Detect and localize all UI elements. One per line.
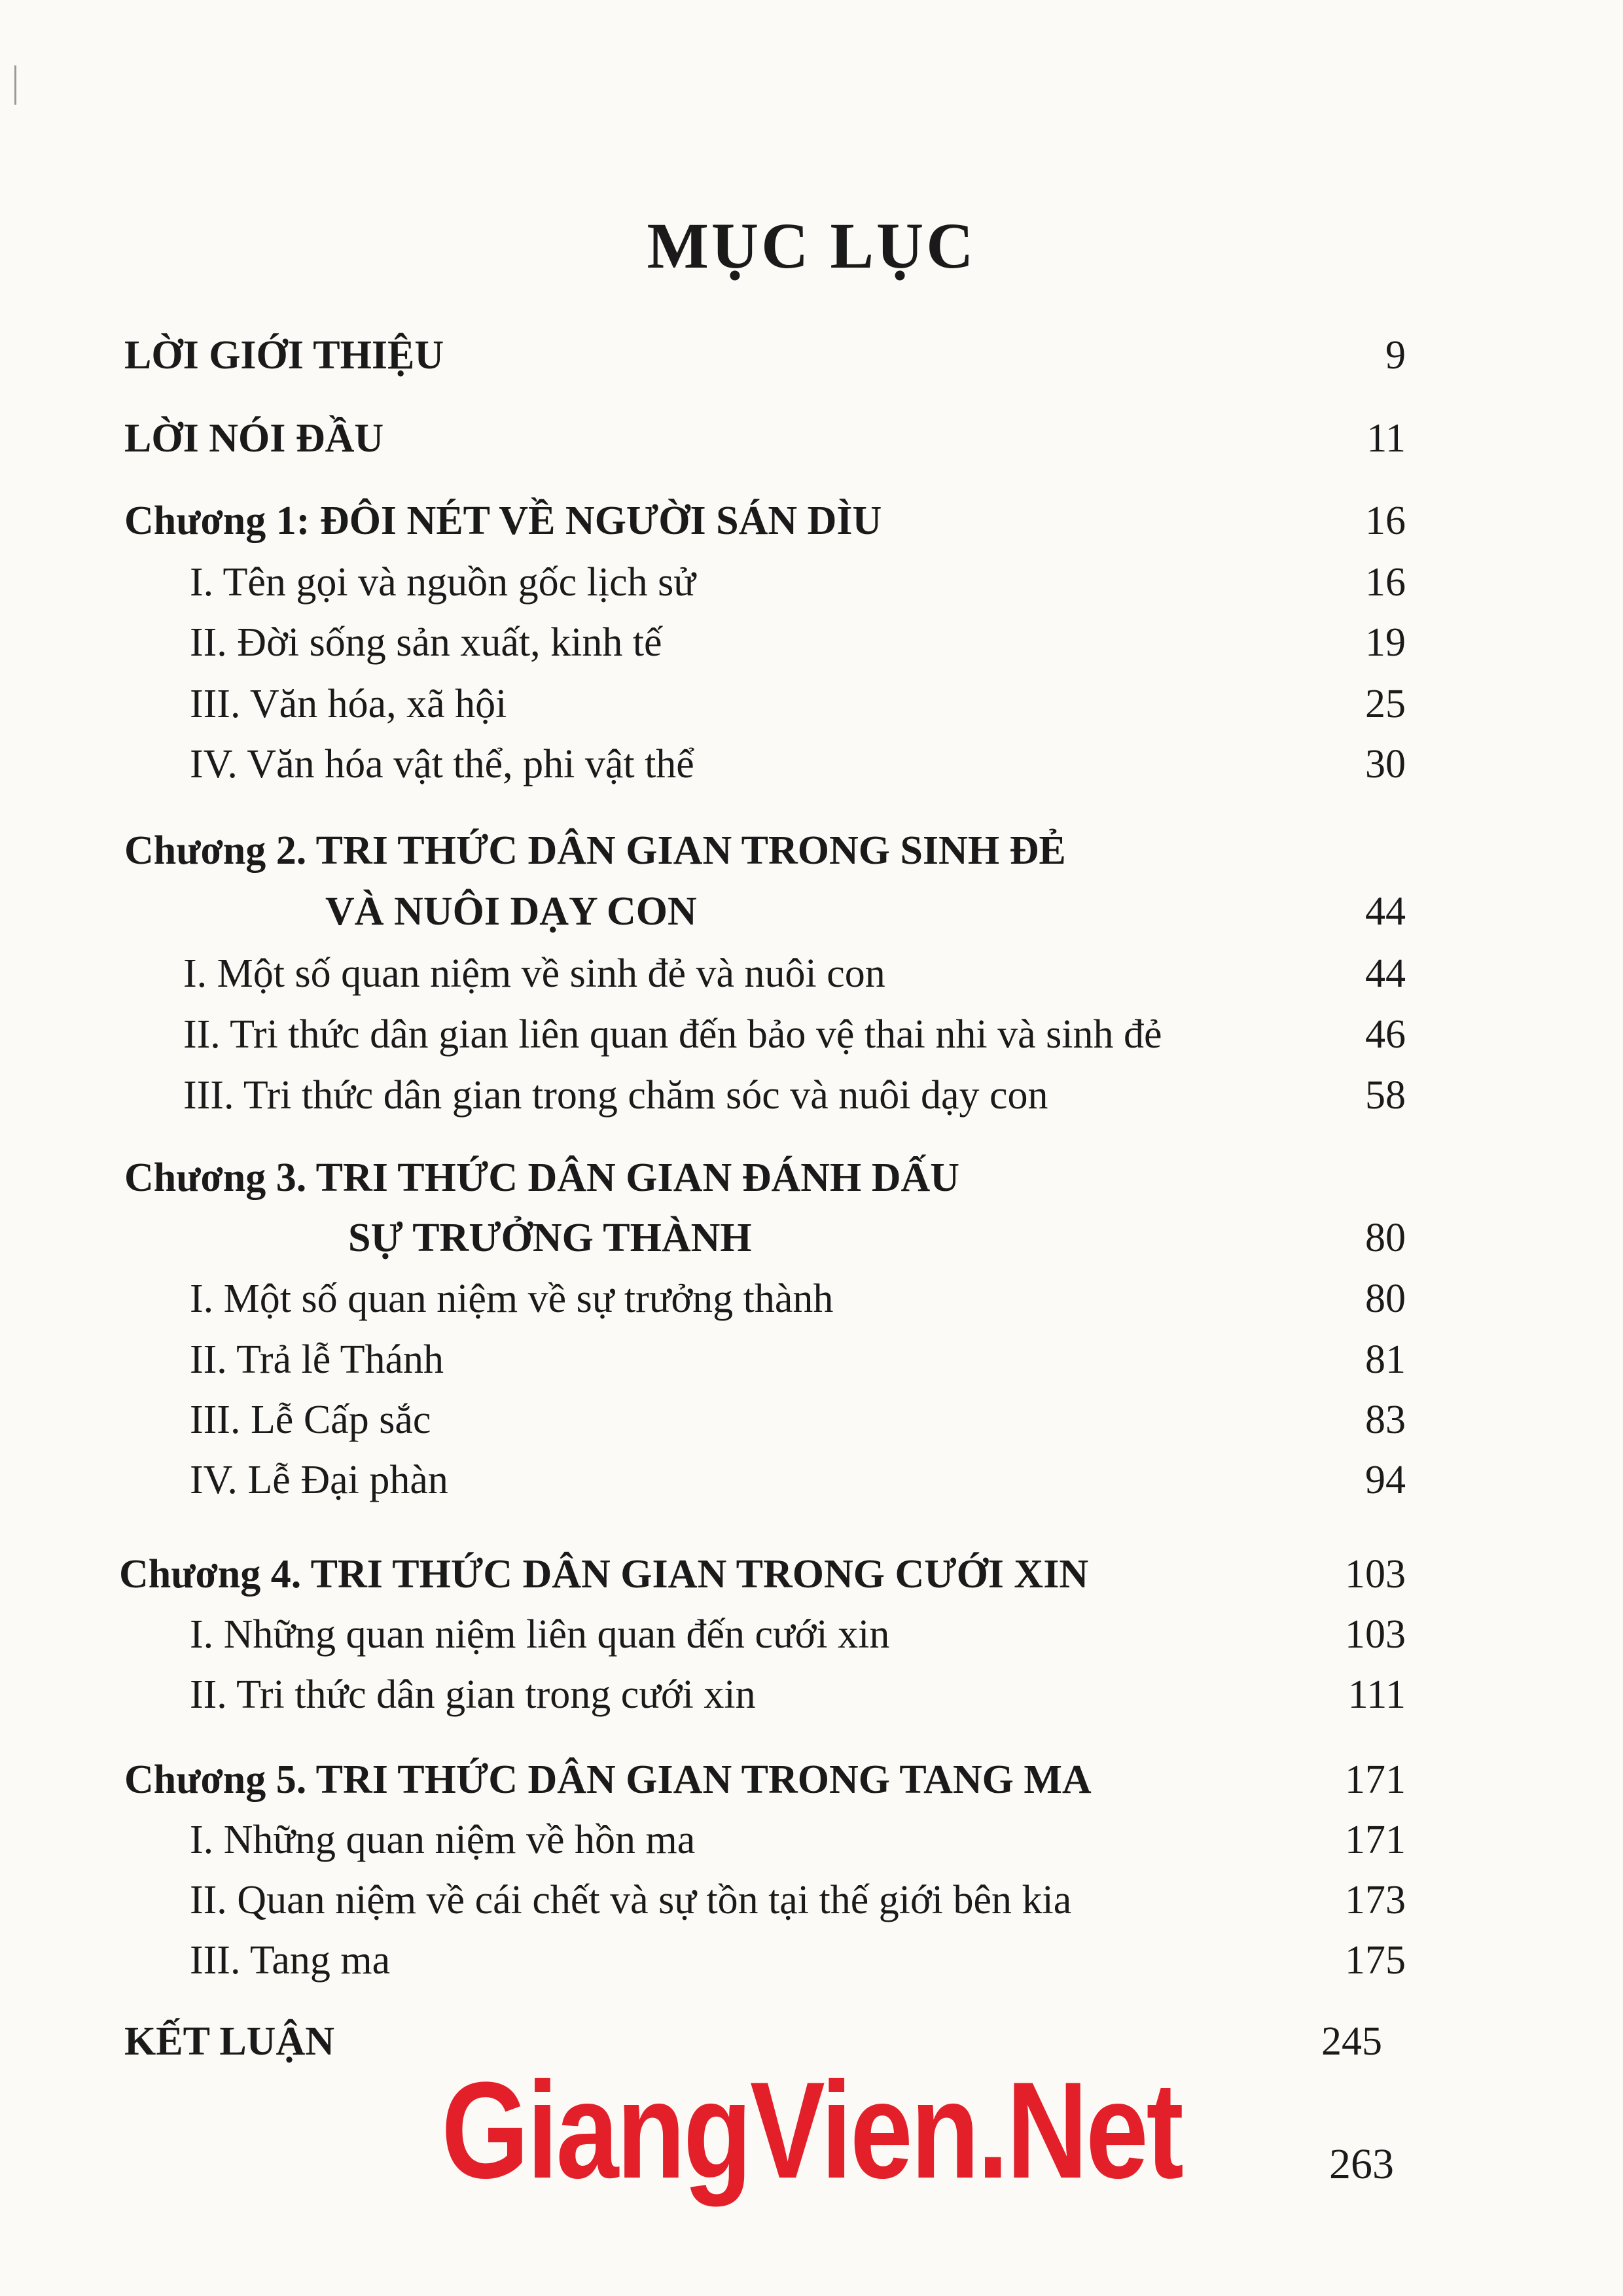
toc-section [0,1809,1623,1871]
toc-entry-label: LỜI NÓI ĐẦU [124,416,384,461]
toc-section [0,1003,1623,1066]
toc-entry-label: II. Đời sống sản xuất, kinh tế [190,620,662,665]
toc-entry-page: 46 [1365,1012,1406,1057]
toc-entry-gioi-thieu [0,324,1623,387]
toc-entry-page: 81 [1365,1337,1406,1382]
toc-section [0,1388,1623,1451]
toc-entry-label: Chương 2. TRI THỨC DÂN GIAN TRONG SINH ĐẺ [124,828,1066,873]
toc-entry-label: I. Những quan niệm về hồn ma [190,1818,696,1862]
toc-section [0,1064,1623,1127]
toc-chapter-5 [0,1748,1623,1811]
toc-entry-page: 103 [1345,1552,1406,1597]
toc-entry-label: LỜI GIỚI THIỆU [124,333,444,378]
toc-chapter-3 [0,1146,1623,1209]
toc-entry-page: 245 [1321,2019,1382,2064]
toc-entry-page: 171 [1345,1757,1406,1802]
toc-entry-page: 19 [1365,620,1406,665]
toc-entry-page: 175 [1345,1938,1406,1983]
toc-section [0,1449,1623,1511]
toc-entry-label: I. Một số quan niệm về sự trưởng thành [190,1277,834,1321]
toc-section [0,1603,1623,1666]
toc-chapter-4 [0,1543,1623,1606]
toc-entry-label: I. Tên gọi và nguồn gốc lịch sử [190,560,696,605]
toc-entry-label: IV. Văn hóa vật thể, phi vật thể [190,742,694,786]
toc-section [0,611,1623,674]
toc-entry-label: III. Tri thức dân gian trong chăm sóc và nuôi dạy con [183,1073,1048,1118]
toc-entry-page: 94 [1365,1458,1406,1502]
toc-chapter-2 [0,819,1623,882]
toc-section [0,1328,1623,1391]
site-watermark: GiangVien.Net [441,2053,1182,2207]
toc-entry-label: II. Trả lễ Thánh [190,1337,444,1382]
toc-entry-page: 173 [1345,1878,1406,1922]
toc-entry-label: Chương 5. TRI THỨC DÂN GIAN TRONG TANG MA [124,1757,1092,1802]
toc-section [0,733,1623,796]
toc-entry-page: 25 [1365,682,1406,726]
toc-entry-label: IV. Lễ Đại phàn [190,1458,448,1502]
toc-entry-label: II. Tri thức dân gian liên quan đến bảo vệ thai nhi và sinh đẻ [183,1012,1162,1057]
toc-entry-label: I. Những quan niệm liên quan đến cưới xin [190,1612,890,1657]
toc-entry-page: 30 [1365,742,1406,786]
toc-entry-label: SỰ TRƯỞNG THÀNH [348,1216,752,1260]
toc-section [0,1267,1623,1330]
toc-entry-page: 83 [1365,1398,1406,1442]
scan-edge-mark [14,65,16,105]
toc-entry-noi-dau [0,407,1623,470]
toc-chapter-1 [0,489,1623,552]
toc-chapter-3-continued [0,1207,1623,1269]
toc-entry-page: 44 [1365,889,1406,934]
page-title: MỤC LỤC [647,209,976,282]
toc-entry-page: 80 [1365,1277,1406,1321]
toc-entry-label: III. Tang ma [190,1938,391,1983]
toc-entry-page: 111 [1347,1672,1406,1717]
toc-entry-label: Chương 1: ĐÔI NÉT VỀ NGƯỜI SÁN DÌU [124,499,882,543]
toc-entry-label: KẾT LUẬN [124,2019,334,2064]
toc-entry-page: 58 [1365,1073,1406,1118]
toc-entry-page: 9 [1385,333,1406,378]
toc-entry-label: Chương 3. TRI THỨC DÂN GIAN ĐÁNH DẤU [124,1156,960,1200]
toc-entry-page: 171 [1345,1818,1406,1862]
toc-entry-page: 11 [1366,416,1406,461]
toc-section [0,1869,1623,1932]
toc-entry-page: 103 [1345,1612,1406,1657]
toc-section [0,551,1623,614]
toc-section [0,942,1623,1005]
toc-entry-label: III. Lễ Cấp sắc [190,1398,431,1442]
toc-entry-label: III. Văn hóa, xã hội [190,682,507,726]
toc-section [0,1663,1623,1726]
toc-entry-label: I. Một số quan niệm về sinh đẻ và nuôi con [183,951,885,996]
toc-entry-label: VÀ NUÔI DẠY CON [325,889,697,934]
page-number: 263 [1329,2140,1394,2188]
toc-entry-label: Chương 4. TRI THỨC DÂN GIAN TRONG CƯỚI XIN [119,1552,1089,1597]
toc-section [0,673,1623,735]
toc-entry-page: 44 [1365,951,1406,996]
toc-entry-label: II. Quan niệm về cái chết và sự tồn tại thế giới bên kia [190,1878,1072,1922]
toc-chapter-2-continued [0,880,1623,943]
toc-entry-page: 16 [1365,499,1406,543]
toc-entry-label: II. Tri thức dân gian trong cưới xin [190,1672,756,1717]
toc-entry-page: 16 [1365,560,1406,605]
toc-section [0,1929,1623,1992]
toc-entry-page: 80 [1365,1216,1406,1260]
